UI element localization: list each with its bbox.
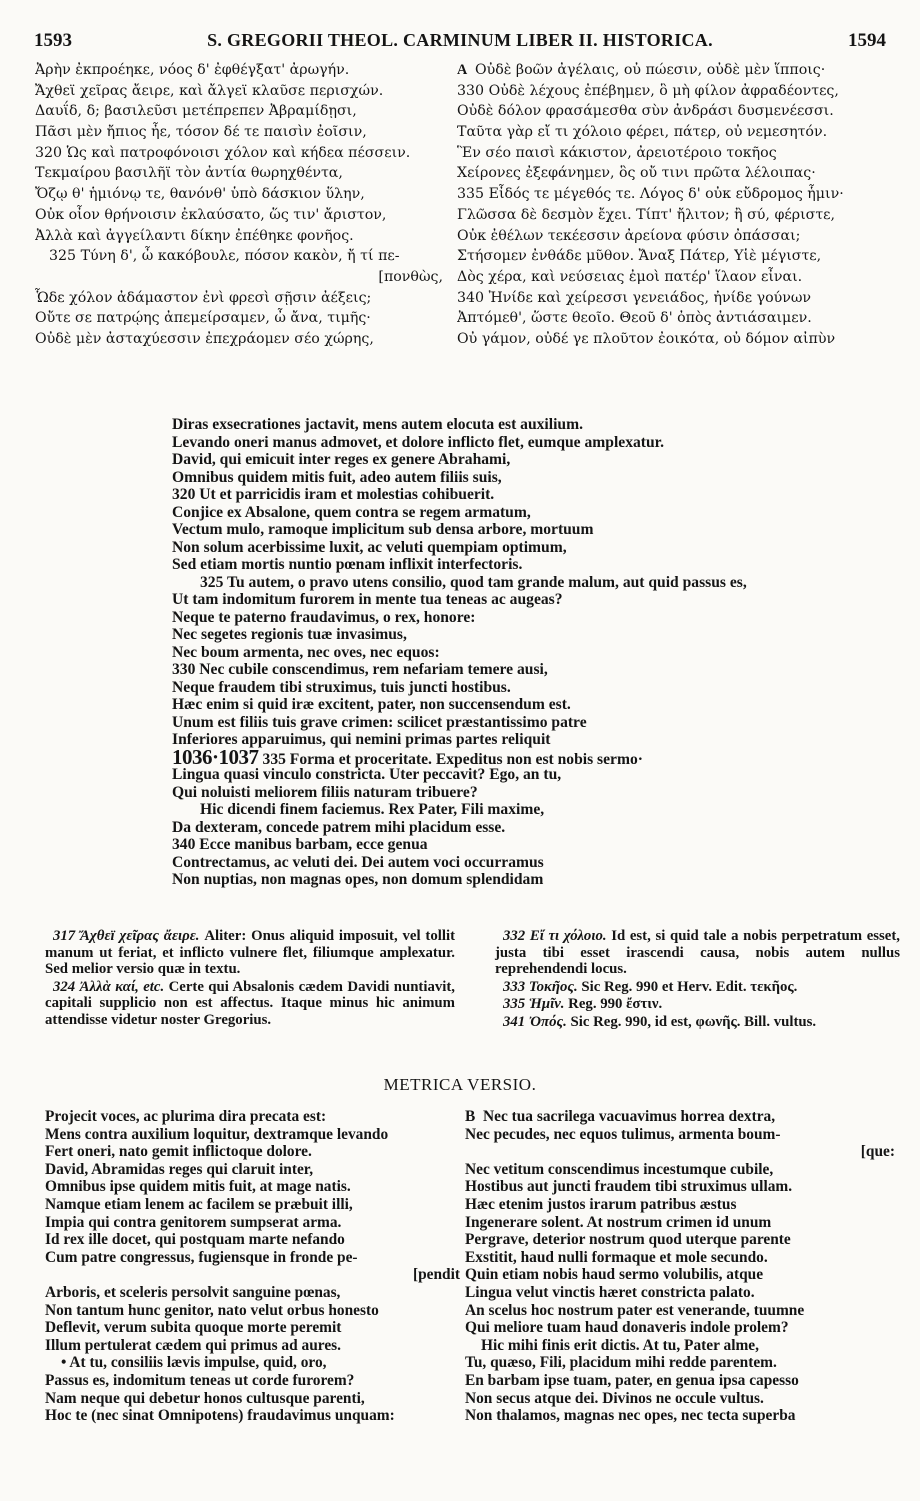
verse-line	[45, 1354, 460, 1372]
latin-line-text: Levando oneri manus admovet, et dolore inflicto flet, eumque amplexatur.	[172, 433, 665, 451]
greek-line-text: Χείρονες ἐξεφάνημεν, ὃς οὔ τινι πρῶτα λέλοιπας·	[457, 165, 816, 182]
greek-line-text: Γλῶσσα δὲ δεσμὸν ἔχει. Τίπτ' ἤλιτον; ἢ σύ, φέριστε,	[457, 206, 836, 223]
footnote	[45, 979, 455, 1029]
latin-line	[172, 836, 872, 854]
verse-line-text: Quin etiam nobis haud sermo volubilis, atque	[465, 1266, 764, 1284]
greek-line-text: Πᾶσι μὲν ἤπιος ἦε, τόσον δέ τε παισὶν ἐοῖσιν,	[35, 124, 367, 141]
verse-line-text: Ingenerare solent. At nostrum crimen id unum	[465, 1213, 772, 1231]
verse-line-text: Omnibus ipse quidem mitis fuit, at mage natis.	[45, 1178, 351, 1196]
verse-line-text: Pergrave, deterior nostrum quod uterque parente	[465, 1231, 791, 1249]
verse-line	[45, 1143, 460, 1161]
column-marker: A	[457, 62, 468, 78]
verse-line	[465, 1108, 895, 1126]
footnote-body: Sic Reg. 990 et Herv. Edit. τεκῆος.	[577, 978, 798, 995]
verse-line	[45, 1196, 460, 1214]
greek-line-text: Ἀλλὰ καὶ ἀγγείλαντι δίκην ἐπέθηκε φονῆος.	[35, 227, 354, 244]
latin-line	[172, 714, 872, 732]
latin-line-text: David, qui emicuit inter reges ex genere Abrahami,	[172, 451, 511, 468]
greek-line	[457, 81, 897, 102]
latin-line-text: 335 Forma et proceritate. Expeditus non est nobis sermo·	[262, 750, 643, 768]
greek-line-text: Τεκμαίρου βασιλῆϊ τὸν ἀντία θωρηχθέντα,	[35, 165, 343, 182]
greek-line-text: 340 Ἠνίδε καὶ χείρεσσι γενειάδος, ἠνίδε γούνων	[457, 289, 812, 306]
latin-line	[172, 784, 872, 802]
latin-translation	[172, 416, 872, 889]
verse-line	[45, 1231, 460, 1249]
greek-line-text: 320 Ὡς καὶ πατροφόνοισι χόλον καὶ κήδεα πέσσειν.	[35, 144, 411, 161]
greek-line	[457, 184, 897, 205]
latin-line-text: Diras exsecrationes jactavit, mens autem elocuta est auxilium.	[172, 416, 583, 433]
verse-line-text: Exstitit, haud nulli formaque et mole secundo.	[465, 1248, 768, 1266]
latin-line	[172, 626, 872, 644]
latin-line	[172, 591, 872, 609]
metrical-version-left	[45, 1108, 460, 1425]
footnote-lemma: 333 Τοκῆος.	[503, 978, 578, 995]
greek-line	[457, 205, 897, 226]
latin-line	[172, 539, 872, 557]
greek-line	[457, 163, 897, 184]
verse-line	[45, 1372, 460, 1390]
verse-line	[465, 1214, 895, 1232]
verse-line	[45, 1390, 460, 1408]
footnote	[495, 979, 900, 996]
page-header	[34, 30, 886, 60]
page-number-right: 1594	[848, 30, 886, 51]
greek-line-text: 335 Εἶδός τε μέγεθός τε. Λόγος δ' οὐκ εὔδρομος ἧμιν·	[457, 186, 844, 203]
latin-line-text: 340 Ecce manibus barbam, ecce genua	[172, 836, 428, 853]
verse-line	[465, 1390, 895, 1408]
latin-line-text: Inferiores apparuimus, qui nemini primas partes reliquit	[172, 731, 551, 748]
latin-line-text: Nec segetes regionis tuæ invasimus,	[172, 626, 407, 643]
latin-line	[172, 744, 872, 769]
latin-line	[172, 871, 872, 889]
footnote-lemma: 335 Ἡμῖν.	[503, 996, 565, 1013]
verse-line-text: Arboris, et sceleris persolvit sanguine pœnas,	[45, 1283, 341, 1301]
verse-line-text: Namque etiam lenem ac facilem se præbuit illi,	[45, 1195, 353, 1213]
verse-line	[465, 1126, 895, 1144]
verse-line-text: Hostibus aut juncti fraudem tibi struximus ullam.	[465, 1178, 793, 1196]
greek-line	[457, 60, 897, 81]
verse-line-text: Lingua velut vinctis hæret constricta palato.	[465, 1283, 755, 1301]
latin-line-text: Qui noluisti meliorem filiis naturam tribuere?	[172, 783, 478, 801]
verse-line	[45, 1319, 460, 1337]
verse-line	[465, 1231, 895, 1249]
latin-line-text: Lingua quasi vinculo constricta. Uter peccavit? Ego, an tu,	[172, 766, 562, 783]
verse-line	[465, 1319, 895, 1337]
verse-line-text: Non thalamos, magnas nec opes, nec tecta superba	[465, 1407, 796, 1425]
greek-line-text: Στήσομεν ἐνθάδε μῦθον. Ἄναξ Πάτερ, Υἱὲ μέγιστε,	[457, 248, 822, 265]
greek-line-text: Δαυΐδ, δ; βασιλεῦσι μετέπρεπεν Ἀβραμίδῃσι,	[35, 103, 357, 120]
latin-line	[172, 521, 872, 539]
verse-line	[45, 1302, 460, 1320]
greek-line	[35, 288, 453, 309]
latin-line	[172, 661, 872, 679]
footnote-body: Certe qui Absalonis cædem Davidi nuntiavit, capitali supplicio non est affectus. Itaque minus hic animum attendisse videtur noster Gregorius.	[45, 978, 455, 1028]
verse-line-text: En barbam ipse tuam, pater, en genua ipsa capesso	[465, 1371, 799, 1389]
greek-line-text: Οὐδὲ μὲν ἀσταχύεσσιν ἐπεχράομεν σέο χώρης,	[35, 330, 374, 347]
footnote-lemma: 341 Ὀπός.	[503, 1013, 567, 1030]
running-head: S. GREGORII THEOL. CARMINUM LIBER II. HISTORICA.	[207, 30, 713, 50]
verse-line-text: [que:	[860, 1143, 895, 1161]
verse-line-text: Projecit voces, ac plurima dira precata est:	[45, 1108, 327, 1125]
verse-line	[465, 1143, 895, 1161]
latin-line	[172, 801, 872, 819]
verse-line-text: Id rex ille docet, qui postquam marte nefando	[45, 1231, 345, 1249]
verse-line	[465, 1196, 895, 1214]
greek-line-text: 330 Οὐδὲ λέχους ἐπέβημεν, ὃ μὴ φίλον ἀφραδέοντες,	[457, 82, 839, 99]
metrical-version-right	[465, 1108, 895, 1425]
latin-line	[172, 819, 872, 837]
greek-line	[35, 308, 453, 329]
latin-line-text: 330 Nec cubile conscendimus, rem nefariam temere ausi,	[172, 661, 548, 678]
footnote	[495, 1014, 900, 1031]
footnote	[45, 928, 455, 978]
latin-line-text: Hic dicendi finem faciemus. Rex Pater, Fili maxime,	[200, 801, 545, 818]
greek-column-left	[35, 60, 453, 350]
verse-line	[465, 1178, 895, 1196]
verse-line-text: Impia qui contra genitorem sumpserat arma.	[45, 1213, 342, 1231]
greek-line-text: Ἀπτόμεθ', ὥστε θεοῖο. Θεοῦ δ' ὀπὸς ἀντιάσαιμεν.	[457, 310, 812, 327]
greek-line	[457, 122, 897, 143]
latin-line-text: Sed etiam mortis nuntio pœnam inflixit interfectoris.	[172, 556, 523, 573]
latin-line-text: Hæc enim si quid iræ excitent, pater, non succensendum est.	[172, 696, 571, 713]
verse-line-text: Hic mihi finis erit dictis. At tu, Pater alme,	[481, 1336, 759, 1354]
latin-line-text: Non solum acerbissime luxit, ac veluti quempiam optimum,	[172, 538, 567, 556]
greek-line	[457, 226, 897, 247]
verse-line-text: David, Abramidas reges qui claruit inter,	[45, 1160, 314, 1178]
verse-line-text: Nec vetitum conscendimus incestumque cubile,	[465, 1160, 774, 1178]
greek-line	[35, 101, 453, 122]
verse-line-text: Qui meliore tuam haud donaveris indole prolem?	[465, 1319, 789, 1337]
latin-line	[172, 504, 872, 522]
verse-line	[45, 1126, 460, 1144]
latin-line	[172, 556, 872, 574]
latin-line	[172, 434, 872, 452]
footnotes-left	[45, 928, 455, 1030]
greek-line-text: Οὐκ ἐθέλων τεκέεσσιν ἀρείονα φύσιν ὀπάσσαι;	[457, 227, 801, 244]
greek-line-text: 325 Τύνη δ', ὦ κακόβουλε, πόσον κακὸν, ἤ τί πε-	[49, 248, 400, 265]
verse-line	[45, 1249, 460, 1267]
footnote	[495, 928, 900, 978]
footnote-lemma: 317 Ἄχθεϊ χεῖρας ἄειρε.	[53, 928, 200, 944]
greek-line-text: Ταῦτα γὰρ εἴ τι χόλοιο φέρει, πάτερ, οὐ νεμεσητόν.	[457, 124, 828, 141]
greek-line-text: Ὧδε χόλον ἀδάμαστον ἐνὶ φρεσὶ σῇσιν ἀέξεις;	[35, 289, 372, 306]
greek-line-text: Οὔτε σε πατρῴης ἀπεμείρσαμεν, ὦ ἄνα, τιμῆς·	[35, 310, 371, 327]
verse-line	[45, 1108, 460, 1126]
latin-line	[172, 451, 872, 469]
verse-line-text: Tu, quæso, Fili, placidum mihi redde parentem.	[465, 1354, 777, 1372]
verse-line-text: Nam neque qui debetur honos cultusque parenti,	[45, 1389, 365, 1407]
latin-line-text: Omnibus quidem mitis fuit, adeo autem filiis suis,	[172, 468, 502, 486]
greek-line-text: Οὐδὲ δόλον φρασάμεσθα σὺν ἀνδράσι δυσμενέεσσι.	[457, 103, 834, 120]
greek-line	[457, 143, 897, 164]
verse-line	[45, 1407, 460, 1425]
latin-line	[172, 766, 872, 784]
latin-line	[172, 416, 872, 434]
latin-line-text: 320 Ut et parricidis iram et molestias cohibuerit.	[172, 486, 495, 503]
greek-line-text: Ἓν σέο παισὶ κάκιστον, ἀρειοτέροιο τοκῆος	[457, 144, 777, 161]
verse-line	[465, 1302, 895, 1320]
greek-line-text: Δὸς χέρα, καὶ νεύσειας ἐμοὶ πατέρ' ἵλαον εἶναι.	[457, 268, 803, 285]
greek-line-text: Οὐδὲ βοῶν ἀγέλαις, οὐ πώεσιν, οὐδὲ μὲν ἵπποις·	[475, 62, 826, 78]
greek-line-text: Οὐ γάμον, οὐδέ γε πλοῦτον ἐοικότα, οὐ δόμον αἰπὺν	[457, 330, 836, 347]
greek-line	[35, 329, 453, 350]
greek-line	[35, 246, 453, 267]
latin-line	[172, 609, 872, 627]
verse-line-text: Passus es, indomitum teneas ut corde furorem?	[45, 1371, 355, 1389]
page-number-left: 1593	[34, 30, 72, 51]
latin-line-text: Conjice ex Absalone, quem contra se regem armatum,	[172, 503, 531, 521]
verse-line-text: Deflevit, verum subita quoque morte peremit	[45, 1319, 342, 1337]
footnote	[495, 996, 900, 1013]
latin-line	[172, 679, 872, 697]
greek-line-text: Οὐκ οἶον θρήνοισιν ἐκλαύσατο, ὥς τιν' ἄριστον,	[35, 206, 387, 223]
greek-line	[35, 184, 453, 205]
greek-line	[35, 143, 453, 164]
greek-line	[35, 60, 453, 81]
footnotes-right	[495, 928, 900, 1032]
greek-line-text: Ὄζῳ θ' ἡμιόνῳ τε, θανόνθ' ὑπὸ δάσκιον ὕλην,	[35, 186, 365, 203]
verse-line-text: Nec pecudes, nec equos tulimus, armenta boum-	[465, 1125, 781, 1143]
latin-line-text: Contrectamus, ac veluti dei. Dei autem voci occurramus	[172, 853, 544, 871]
latin-line-text: Neque te paterno fraudavimus, o rex, honore:	[172, 608, 476, 626]
latin-line-text: Da dexteram, concede patrem mihi placidum esse.	[172, 818, 506, 836]
latin-line	[172, 854, 872, 872]
latin-line	[172, 696, 872, 714]
verse-line-text: An scelus hoc nostrum pater est venerande, tuumne	[465, 1301, 805, 1319]
greek-line	[457, 101, 897, 122]
greek-line	[35, 163, 453, 184]
latin-line-text: Vectum mulo, ramoque implicitum sub densa arbore, mortuum	[172, 521, 594, 538]
latin-line-text: Unum est filiis tuis grave crimen: scilicet præstantissimo patre	[172, 713, 587, 731]
column-marker: B	[465, 1108, 476, 1125]
greek-column-right	[457, 60, 897, 350]
greek-line	[35, 226, 453, 247]
verse-line	[45, 1284, 460, 1302]
greek-line	[457, 329, 897, 350]
verse-line	[465, 1266, 895, 1284]
verse-line	[465, 1354, 895, 1372]
verse-line-text: • At tu, consiliis lævis impulse, quid, oro,	[61, 1354, 327, 1372]
verse-line	[45, 1337, 460, 1355]
latin-line-text: 325 Tu autem, o pravo utens consilio, quod tam grande malum, aut quid passus es,	[200, 573, 747, 591]
latin-line	[172, 574, 872, 592]
latin-line	[172, 486, 872, 504]
verse-line-text: Non secus atque dei. Divinos ne occule vultus.	[465, 1389, 764, 1407]
section-title: METRICA VERSIO.	[383, 1075, 537, 1094]
greek-line	[457, 288, 897, 309]
greek-line	[35, 205, 453, 226]
footnote-body: Aliter: Onus aliquid imposuit, vel tollit manum ut feriat, et inflicto vulnere flet, filiumque amplexatur. Sed melior versio quæ in textu.	[45, 928, 455, 978]
greek-line	[457, 267, 897, 288]
footnote-body: Sic Reg. 990, id est, φωνῆς. Bill. vultus.	[566, 1013, 817, 1030]
greek-line	[457, 308, 897, 329]
latin-line	[172, 731, 872, 749]
latin-line-text: Neque fraudem tibi struximus, tuis juncti hostibus.	[172, 678, 511, 696]
column-number: 1036·1037	[172, 744, 259, 769]
verse-line-text: Hæc etenim justos irarum patribus æstus	[465, 1195, 737, 1213]
verse-line	[45, 1214, 460, 1232]
verse-line-text: Fert oneri, nato gemit inflictoque dolore.	[45, 1143, 312, 1161]
greek-line	[35, 81, 453, 102]
verse-line-text: Hoc te (nec sinat Omnipotens) fraudavimus unquam:	[45, 1407, 395, 1425]
latin-line	[172, 469, 872, 487]
verse-line	[465, 1249, 895, 1267]
footnote-lemma: 332 Εἴ τι χόλοιο.	[503, 928, 607, 944]
greek-line-text: [πονθὼς,	[378, 268, 443, 285]
greek-line-text: Ἄχθεϊ χεῖρας ἄειρε, καὶ ἄλγεϊ κλαῦσε περισχών.	[35, 82, 384, 99]
greek-line	[35, 122, 453, 143]
verse-line	[45, 1266, 460, 1284]
verse-line-text: Nec tua sacrilega vacuavimus horrea dextra,	[483, 1108, 776, 1125]
greek-line	[457, 246, 897, 267]
verse-line-text: Non tantum hunc genitor, nato velut orbus honesto	[45, 1301, 379, 1319]
verse-line	[45, 1178, 460, 1196]
latin-line-text: Non nuptias, non magnas opes, non domum splendidam	[172, 871, 544, 888]
verse-line-text: Illum pertulerat cædem qui primus ad aures.	[45, 1336, 341, 1354]
verse-line	[465, 1284, 895, 1302]
verse-line	[465, 1372, 895, 1390]
footnote-body: Reg. 990 ἔστιν.	[564, 996, 663, 1013]
greek-line-text: Ἀρὴν ἐκπροέηκε, νόος δ' ἐφθέγξατ' ἀρωγήν.	[35, 62, 350, 78]
footnote-lemma: 324 Ἀλλὰ καί, etc.	[53, 978, 165, 995]
latin-line-text: Nec boum armenta, nec oves, nec equos:	[172, 643, 440, 661]
verse-line	[465, 1161, 895, 1179]
verse-line	[465, 1407, 895, 1425]
verse-line	[45, 1161, 460, 1179]
latin-line	[172, 644, 872, 662]
greek-line	[35, 267, 453, 288]
verse-line-text: Mens contra auxilium loquitur, dextramque levando	[45, 1125, 389, 1143]
verse-line-text: Cum patre congressus, fugiensque in fronde pe-	[45, 1248, 358, 1266]
latin-line-text: Ut tam indomitum furorem in mente tua teneas ac augeas?	[172, 591, 563, 608]
verse-line-text: [pendit	[412, 1266, 460, 1284]
footnote-body: Id est, si quid tale a nobis perpetratum esset, justa tibi esset irascendi causa, nobis autem nullus reprehendendi locus.	[495, 928, 900, 978]
verse-line	[465, 1337, 895, 1355]
